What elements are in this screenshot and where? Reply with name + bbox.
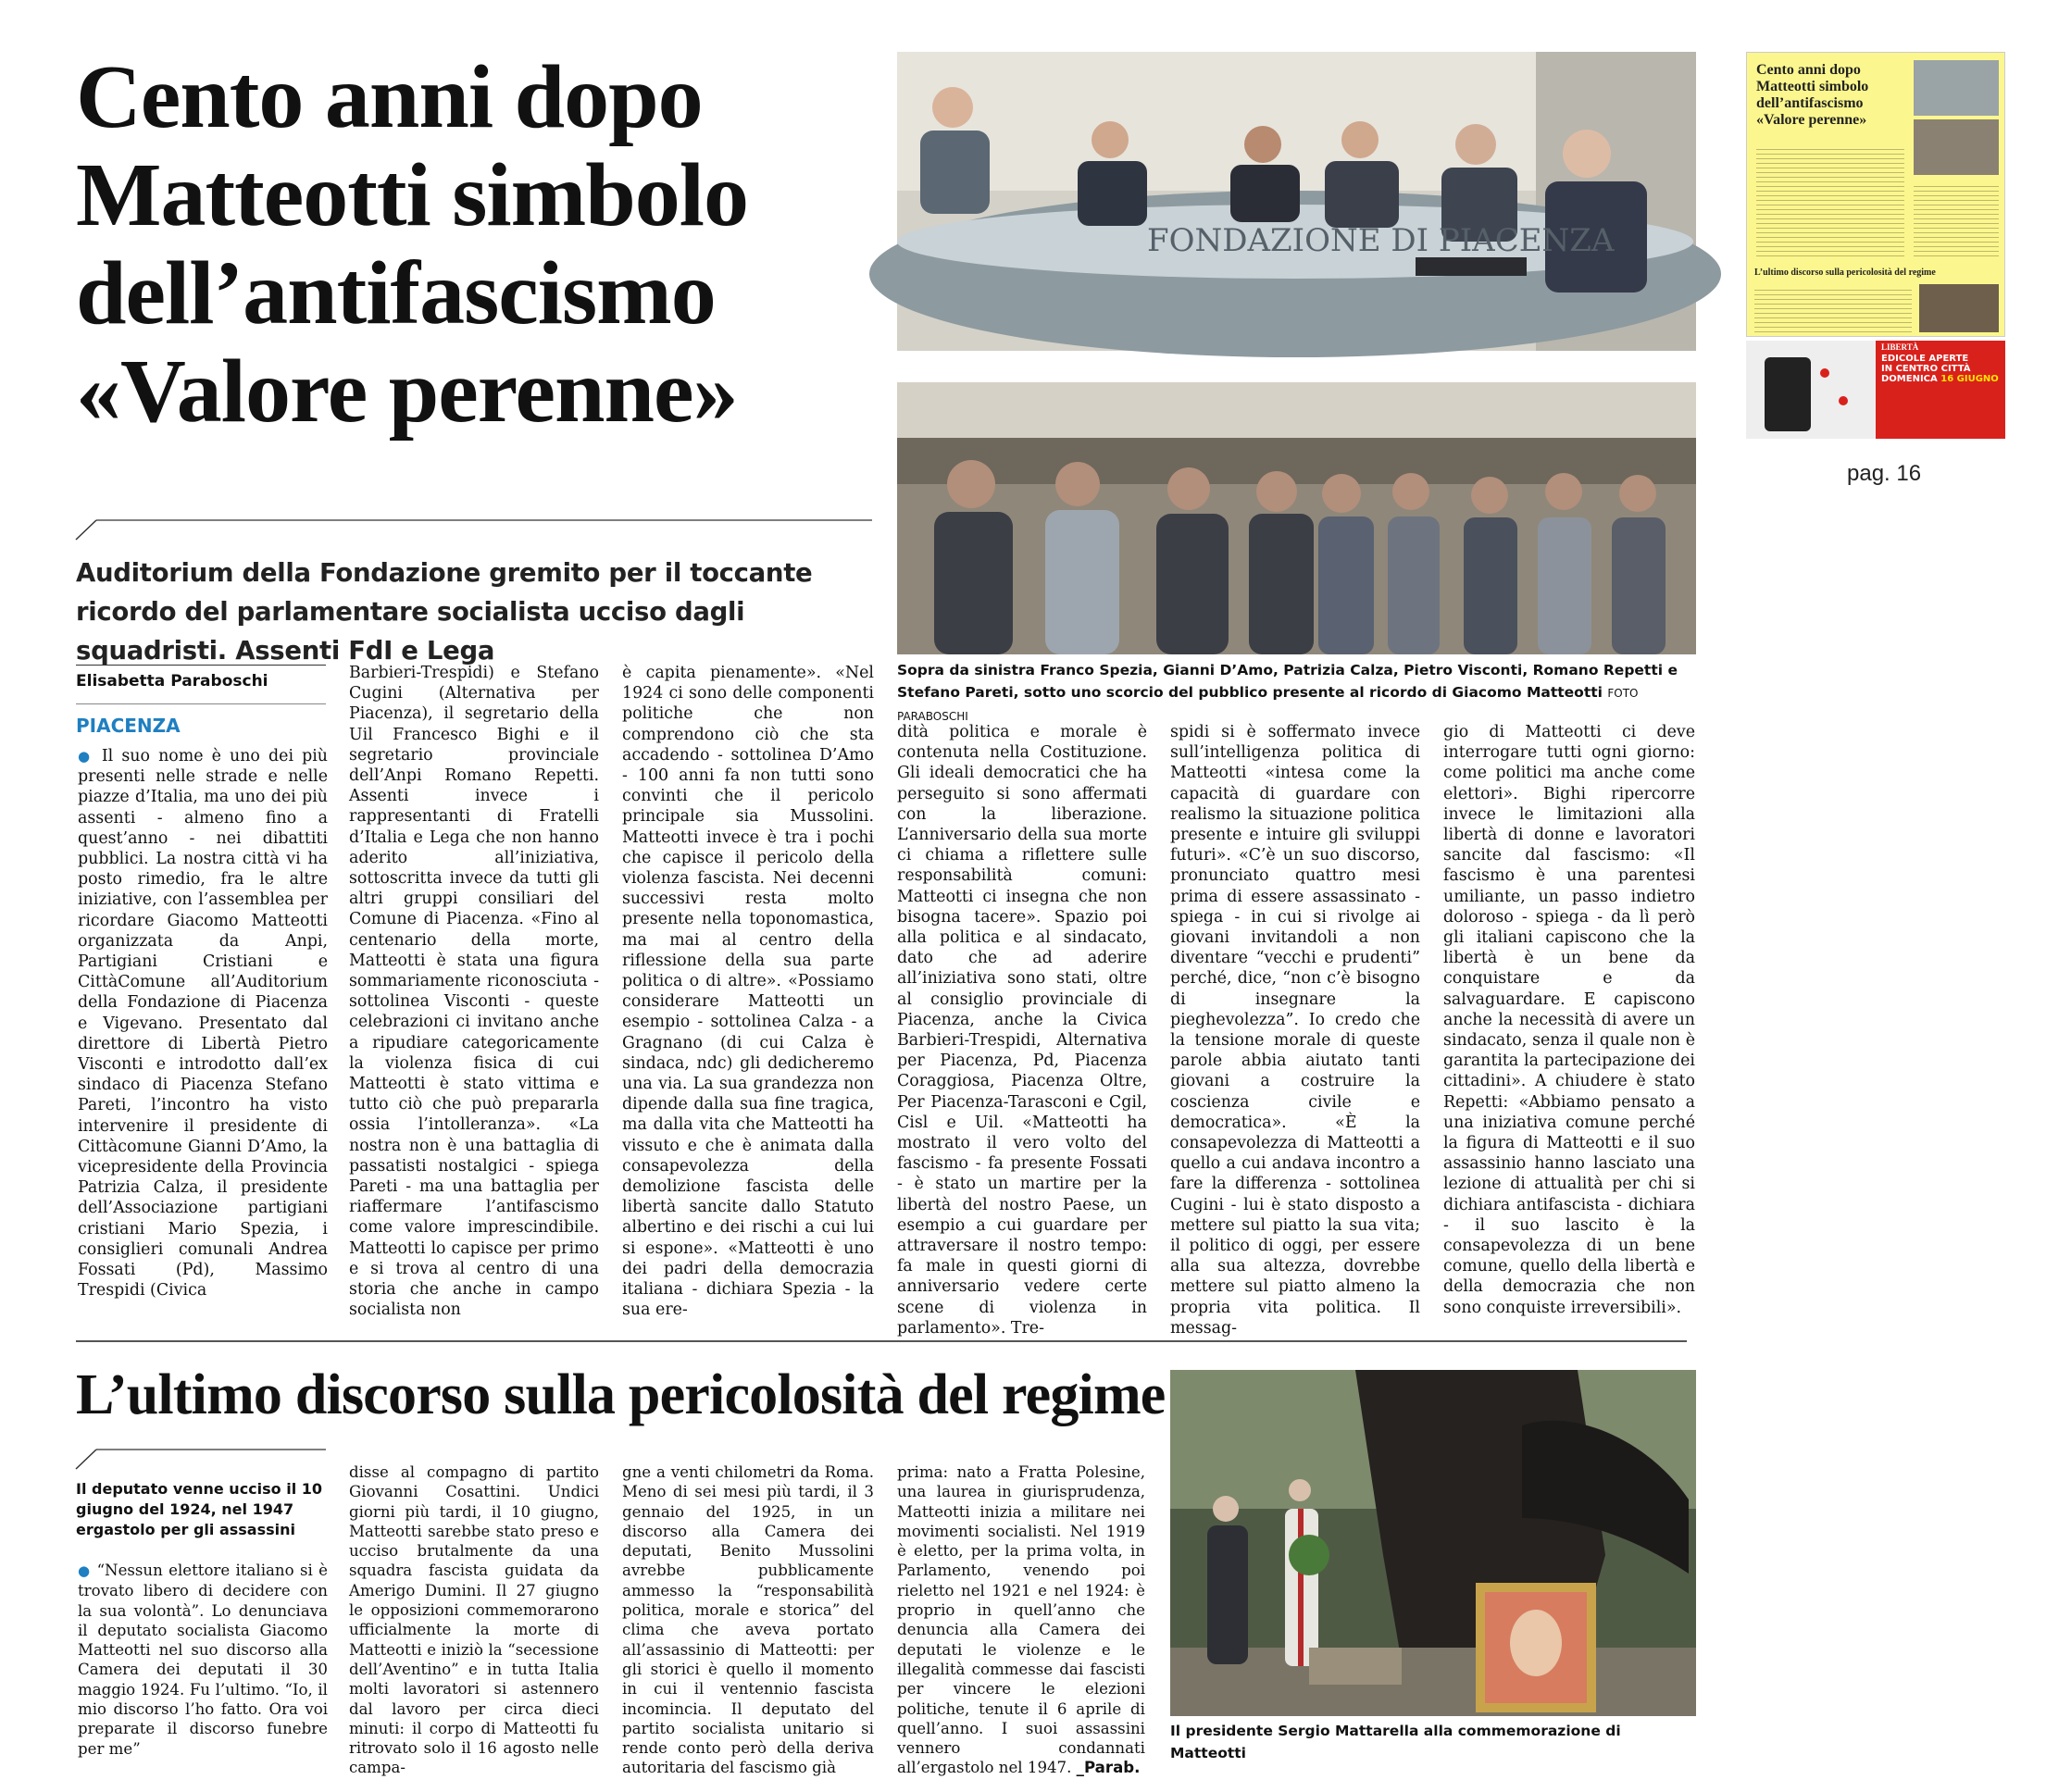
thumbnail-body-text [1756, 145, 1904, 256]
article-separator [76, 1340, 1687, 1342]
byline-rule-bottom [76, 703, 326, 704]
second-column-4-text: prima: nato a Fratta Polesine, una laurea in giurisprudenza, Matteotti inizia a militare nei movimenti socialisti. Nel 1919 è eletto, per la prima volta, in Parlamento, venendo poi rieletto nel 1921 e nel 1924: è proprio in quell’anno che denuncia alla Camera dei deputati le violenze e le illegalità commesse dai fascisti per vincere le elezioni politiche, tenute il 6 aprile di quell’anno. I suoi assassini vennero condannati all’ergastolo nel 1947. [897, 1463, 1145, 1777]
byline-rule [76, 665, 326, 666]
photo-credit: FOTO PARABOSCHI [897, 687, 1639, 723]
column-4-text: dità politica e morale è contenuta nella Costituzione. Gli ideali democratici che ha perseguito si sono affermati con la liberazione. L’anniversario della sua morte ci chiama a riflettere sulle responsabilità comuni: Matteotti ci insegna che non bisogna tacere». Spazio poi alla politica e al sindacato, dato che ad aderire all’iniziativa sono stati, oltre al consiglio provinciale di Piacenza, anche la Civica Barbieri-Trespidi, Alternativa per Piacenza, Pd, Piacenza Coraggiosa, Piacenza Oltre, Per Piacenza-Tarasconi e Cgil, Cisl e Uil. «Matteotti ha mostrato il vero volto del fascismo - fa presente Fossati - è stato un martire per la libertà del nostro Paese, un esempio a cui guardare per attraversare il nostro tempo: fa male in questi giorni di anniversario vedere certe scene di violenza in parlamento». Tre- [897, 723, 1147, 1338]
second-column-2 [349, 1462, 599, 1777]
paragraph-bullet-icon: ● [78, 748, 94, 765]
thumbnail-body-text [1914, 182, 1999, 256]
fondazione-sign: FONDAZIONE DI PIACENZA [1147, 222, 1615, 259]
ad-day: DOMENICA [1881, 374, 1938, 384]
ad-brand: LIBERTÀ [1881, 342, 1919, 352]
page-thumbnail[interactable] [1746, 52, 2005, 459]
article-column-6 [1443, 722, 1695, 1317]
section-divider [76, 516, 872, 541]
map-pin-icon [1820, 368, 1829, 378]
column-2-text: Barbieri-Trespidi) e Stefano Cugini (Alternativa per Piacenza), il segretario della Uil Francesco Bighi e il segretario provinciale dell’Anpi Romano Repetti. Assenti invece i rappresentanti di Fratelli d’Italia e Lega che non hanno aderito all’iniziativa, sottoscritta invece da tutti gli altri gruppi consiliari del Comune di Piacenza. «Fino al centenario della morte, Matteotti è stata una figura sommariamente riconosciuta - sottolinea Visconti - queste celebrazioni ci invitano anche a ripudiare categoricamente la violenza fisica di cui Matteotti è stato vittima e tutto ciò che può prepararla ossia l’intolleranza». «La nostra non è una battaglia di passatisti nostalgici - spiega Pareti - ma una battaglia per riaffermare l’antifascismo come valore imprescindibile. Matteotti lo capisce per primo e si trova al centro di una storia che anche in campo socialista non [349, 664, 599, 1320]
thumbnail-ad [1746, 341, 2005, 439]
thumbnail-title-line: «Valore perenne» [1756, 112, 1867, 128]
article-column-5 [1170, 722, 1420, 1338]
mattarella-photo [1170, 1370, 1696, 1716]
thumbnail-photo [1914, 119, 1999, 175]
ad-title-line: EDICOLE APERTE [1881, 354, 1969, 364]
thumbnail-title [1756, 62, 1904, 129]
column-1-text: Il suo nome è uno dei più presenti nelle strade e nelle piazze d’Italia, ma uno dei più assenti - almeno fino a quest’anno - nei dibattiti pubblici. La nostra città vi ha posto rimedio, fra le altre iniziative, con l’assemblea per ricordare Giacomo Matteotti organizzata da Anpi, Partigiani Cristiani e CittàComune all’Auditorium della Fondazione di Piacenza e Vigevano. Presentato dal direttore di Libertà Pietro Visconti e introdotto dall’ex sindaco di Piacenza Stefano Pareti, l’incontro ha visto intervenire il presidente di Cittàcomune Gianni D’Amo, la vicepresidente della Provincia Patrizia Calza, il presidente dell’Associazione partigiani cristiani Mario Spezia, i consiglieri comunali Andrea Fossati (Pd), Massimo Trespidi (Civica [78, 747, 329, 1300]
headline-line-1: Cento anni dopo [76, 47, 703, 147]
thumbnail-photo [1914, 60, 1999, 116]
second-column-1 [78, 1561, 328, 1758]
headline [76, 48, 872, 441]
ad-title-line: IN CENTRO CITTÀ [1881, 364, 1971, 374]
headline-line-4: «Valore perenne» [76, 342, 738, 442]
map-pin-icon [1839, 396, 1848, 405]
second-kicker: Il deputato venne ucciso il 10 giugno del 1924, nel 1947 ergastolo per gli assassini [76, 1480, 323, 1538]
dateline: PIACENZA [76, 715, 181, 737]
ad-title [1881, 354, 2002, 384]
headline-line-3: dell’antifascismo [76, 243, 716, 343]
panel-photo [897, 52, 1696, 351]
article-column-3 [622, 663, 874, 1320]
second-column-1-text: “Nessun elettore italiano si è trovato libero di decidere con la sua volontà”. Lo denunciava il deputato socialista Giacomo Matteotti nel suo discorso alla Camera dei deputati il 30 maggio 1924. Fu l’ultimo. “Io, il mio discorso l’ho fatto. Ora voi preparate il discorso funebre per me” [78, 1562, 328, 1758]
article-column-4 [897, 722, 1147, 1338]
section-divider-2 [76, 1446, 326, 1470]
caption-text: Sopra da sinistra Franco Spezia, Gianni D’Amo, Patrizia Calza, Pietro Visconti, Romano Repetti e Stefano Pareti, sotto uno scorcio del pubblico presente al ricordo di Giacomo Matteotti [897, 662, 1678, 701]
thumbnail-page [1746, 52, 2005, 337]
second-headline: L’ultimo discorso sulla pericolosità del regime [76, 1363, 1166, 1426]
article-column-2 [349, 663, 599, 1320]
second-column-2-text: disse al compagno di partito Giovanni Cosattini. Undici giorni più tardi, il 10 giugno, Matteotti sarebbe stato preso e ucciso brutalmente da una squadra fascista guidata da Amerigo Dumini. Il 27 giugno le opposizioni commemorarono ufficialmente la morte di Matteotti e iniziò la “secessione dell’Aventino” e in tutta Italia molti lavoratori si astennero dal lavoro per circa dieci minuti: il corpo di Matteotti fu ritrovato solo il 16 agosto nelle campa- [349, 1463, 599, 1777]
subheadline: Auditorium della Fondazione gremito per il toccante ricordo del parlamentare socialista ucciso dagli squadristi. Assenti FdI e Lega [76, 558, 813, 666]
thumbnail-photo [1919, 284, 1999, 332]
thumbnail-title-line: Matteotti simbolo [1756, 79, 1869, 94]
second-photo-caption: Il presidente Sergio Mattarella alla commemorazione di Matteotti [1170, 1723, 1621, 1761]
second-column-3-text: gne a venti chilometri da Roma. Meno di sei mesi più tardi, il 3 gennaio del 1925, in un discorso alla Camera dei deputati, Benito Mussolini avrebbe pubblicamente ammesso la “responsabilità politica, morale e storica” del clima che aveva portato all’assassinio di Matteotti: per gli storici è quello il momento in cui il ventennio fascista incomincia. Il deputato del partito socialista unitario si rende conto però della deriva autoritaria del fascismo già [622, 1463, 874, 1777]
signoff: _Parab. [1076, 1759, 1141, 1777]
photo-caption [897, 659, 1699, 728]
article-column-1 [78, 746, 328, 1298]
byline: Elisabetta Paraboschi [76, 672, 268, 691]
paragraph-bullet-icon: ● [78, 1562, 92, 1579]
ad-title-line [1881, 374, 2002, 384]
thumbnail-body-text [1754, 286, 1912, 332]
column-5-text: spidi si è soffermato invece sull’intelligenza politica di Matteotti «intesa come la capacità di guardare con realismo la situazione politica presente e intuire gli sviluppi futuri». «C’è un suo discorso, pronunciato quattro mesi prima di essere assassinato - spiega - in cui si rivolge ai giovani invitandoli a non diventare “vecchi e prudenti” perché, dice, “non c’è bisogno di insegnare la pieghevolezza”. Io credo che la tensione morale di queste parole abbia aiutato tanti giovani a costruire la coscienza civile e democratica». «È la consapevolezza di Matteotti a quello a cui andava incontro a fare la differenza - sottolinea Cugini - lui è stato disposto a mettere sul piatto la sua vita; il politico di oggi, per essere alla sua altezza, dovrebbe mettere sul piatto almeno la propria vita politica. Il messag- [1170, 723, 1420, 1338]
page-number: pag. 16 [1847, 461, 1922, 486]
headline-line-2: Matteotti simbolo [76, 145, 748, 245]
second-column-3 [622, 1462, 874, 1777]
column-3-text: è capita pienamente». «Nel 1924 ci sono delle componenti politiche che non comprendono ciò che sta accadendo - sottolinea D’Amo - 100 anni fa non tutti sono convinti che il pericolo principale sia Mussolini. Matteotti invece è tra i pochi che capisce il pericolo della violenza fascista. Nei decenni successivi resta molto presente nella toponomastica, ma mai al centro della riflessione della sua parte politica o di altre». «Possiamo considerare Matteotti un esempio - sottolinea Calza - a Gragnano (di cui Calza è sindaca, ndc) gli dedicheremo una via. La sua grandezza non dipende dalla sua fine tragica, ma dalla vita che Matteotti ha vissuto e che è animata dalla consapevolezza della demolizione fascista delle libertà sancite dallo Statuto albertino e dei rischi a cui lui si espone». «Matteotti è uno dei padri della democrazia italiana - dichiara Spezia - la sua ere- [622, 664, 874, 1320]
ad-date: 16 GIUGNO [1940, 374, 1999, 384]
audience-photo [897, 382, 1696, 654]
phone-icon [1765, 357, 1811, 431]
thumbnail-title-line: dell’antifascismo [1756, 95, 1864, 111]
column-6-text: gio di Matteotti ci deve interrogare tutti ogni giorno: come politici ma anche come elettori». Bighi ripercorre invece le limitazioni alla libertà di donne e lavoratori sancite dal fascismo: «Il fascismo è una parentesi umiliante, un passo indietro doloroso - spiega - da lì però gli italiani capiscono che la libertà è un bene da conquistare e da salvaguardare. E capiscono anche la necessità di avere un sindacato, senza il quale non è garantita la partecipazione dei cittadini». A chiudere è stato Repetti: «Abbiamo pensato a una iniziativa comune perché la figura di Matteotti e il suo assassinio hanno lasciato una lezione di attualità per chi si dichiara antifascista - dichiara - il suo lascito è la consapevolezza di un bene comune, quello della libertà e della democrazia che non sono conquiste irreversibili». [1443, 723, 1695, 1317]
thumbnail-second-head: L’ultimo discorso sulla pericolosità del regime [1754, 268, 1936, 278]
second-column-4 [897, 1462, 1145, 1777]
thumbnail-title-line: Cento anni dopo [1756, 62, 1861, 78]
